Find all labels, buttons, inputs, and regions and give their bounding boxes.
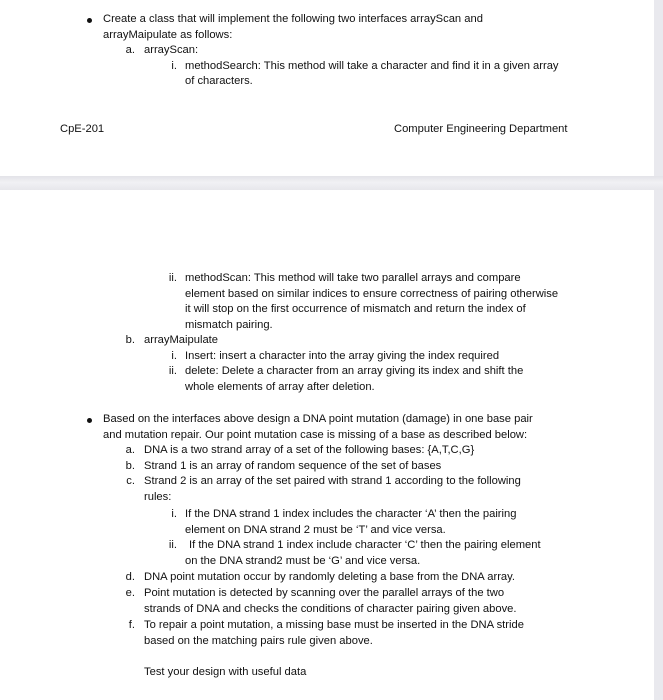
list-item-text: arrayMaipulate (144, 334, 218, 346)
list-marker: c. (126, 475, 135, 487)
list-item-text: DNA is a two strand array of a set of the following bases: {A,T,C,G} (144, 444, 475, 456)
list-item-text: of characters. (185, 75, 253, 87)
footer-department: Computer Engineering Department (394, 123, 568, 135)
list-item-text: element based on similar indices to ensure correctness of pairing otherwise (185, 287, 559, 300)
list-item-text: strands of DNA and checks the conditions of character pairing given above. (144, 602, 517, 615)
list-marker: b. (125, 459, 135, 472)
list-marker: i. (171, 508, 177, 520)
list-item-text: methodScan: This method will take two parallel arrays and compare (185, 272, 521, 284)
bullet-dot (87, 418, 92, 423)
footer-course-code: CpE-201 (60, 123, 105, 135)
list-item-text: whole elements of array after deletion. (185, 380, 375, 393)
paragraph-line: and mutation repair. Our point mutation case is missing of a base as described below: (103, 428, 528, 441)
paragraph-line: Based on the interfaces above design a DNA point mutation (damage) in one base pair (103, 413, 533, 425)
list-item-text: DNA point mutation occur by randomly deleting a base from the DNA array. (144, 571, 516, 583)
list-item-text: rules: (144, 490, 172, 503)
list-item-text: mismatch pairing. (185, 318, 273, 331)
list-item-text: methodSearch: This method will take a character and find it in a given array (185, 59, 559, 72)
list-item-text: If the DNA strand 1 index include character ‘C’ then the pairing element (189, 539, 541, 551)
paragraph-line: arrayMaipulate as follows: (103, 28, 233, 41)
list-marker: a. (125, 44, 135, 56)
list-marker: ii. (168, 365, 177, 377)
closing-instruction: Test your design with useful data (144, 666, 307, 678)
list-marker: ii. (168, 539, 177, 551)
list-item-text: Strand 2 is an array of the set paired with strand 1 according to the following (144, 475, 521, 487)
page-edge-shadow (654, 0, 663, 700)
list-item-text: delete: Delete a character from an array giving its index and shift the (185, 365, 524, 377)
list-item-text: Point mutation is detected by scanning over the parallel arrays of the two (144, 587, 505, 599)
list-item-text: To repair a point mutation, a missing base must be inserted in the DNA stride (144, 619, 524, 631)
list-item-text: arrayScan: (144, 44, 199, 56)
list-item-text: Strand 1 is an array of random sequence of the set of bases (144, 459, 442, 472)
list-item-text: it will stop on the first occurrence of mismatch and return the index of (185, 303, 526, 315)
paragraph-line: Create a class that will implement the following two interfaces arrayScan and (103, 13, 483, 25)
list-item-text: based on the matching pairs rule given above. (144, 634, 373, 647)
list-marker: ii. (168, 272, 177, 284)
list-item-text: If the DNA strand 1 index includes the character ‘A’ then the pairing (185, 508, 517, 520)
list-marker: b. (125, 334, 135, 346)
list-marker: d. (125, 571, 135, 583)
list-marker: e. (125, 587, 135, 599)
list-marker: i. (171, 349, 177, 362)
list-marker: f. (128, 619, 135, 631)
list-item-text: Insert: insert a character into the array giving the index required (185, 349, 500, 362)
list-item-text: on the DNA strand2 must be ‘G’ and vice versa. (185, 554, 421, 567)
bullet-dot (87, 18, 92, 23)
page-separator (0, 176, 663, 190)
list-marker: a. (125, 444, 135, 456)
list-marker: i. (171, 59, 177, 72)
list-item-text: element on DNA strand 2 must be ‘T’ and vice versa. (185, 523, 446, 536)
